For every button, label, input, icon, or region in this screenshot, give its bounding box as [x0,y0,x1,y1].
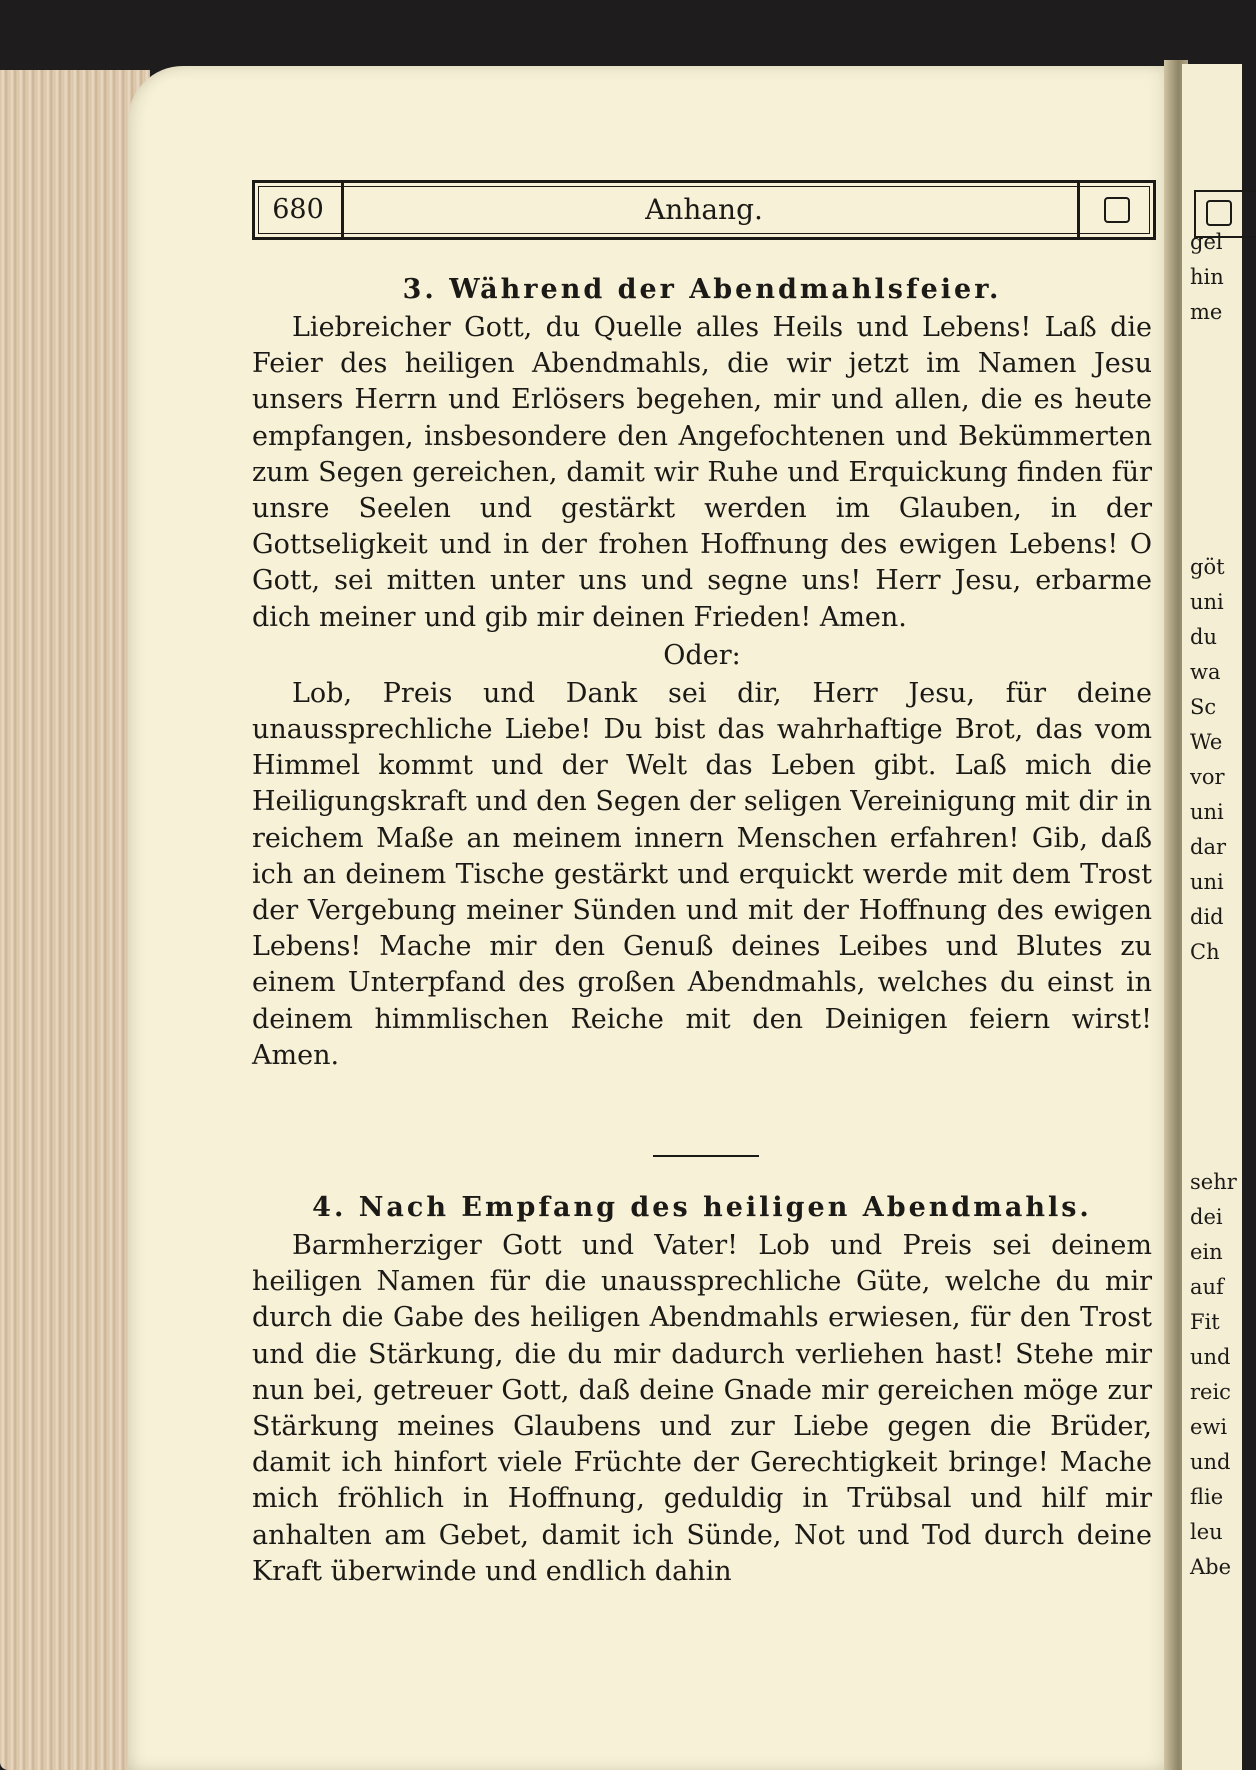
header-ornament-box [1077,183,1153,237]
facing-page-line: Abe [1190,1555,1232,1579]
section-4-heading: 4. Nach Empfang des heiligen Abendmahls. [312,1192,1092,1223]
page-number: 680 [255,183,344,237]
facing-page-line: sehr [1190,1170,1237,1194]
facing-page-line: dar [1190,835,1227,859]
facing-page-line: Fit [1190,1310,1220,1334]
facing-page-box-icon [1206,200,1232,226]
facing-page-line: did [1190,905,1224,929]
section-3-prayer-1 [252,310,1152,636]
facing-page-line: reic [1190,1380,1231,1404]
facing-page-line: vor [1190,765,1225,789]
facing-page-line: ewi [1190,1415,1228,1439]
section-3-prayer-1-text: Liebreicher Gott, du Quelle alles Heils und Lebens! Laß die Feier des heiligen Abendmahls, die wir jetzt im Namen Jesu unsers Herrn und Erlösers begehen, mir und allen, die es heute empfangen, insbesondere den Angefochtenen und Bekümmerten zum Segen gereichen, damit wir Ruhe und Erquickung finden für unsre Seelen und gestärkt werden im Glauben, in der Gottseligkeit und in der frohen Hoffnung des ewigen Lebens! O Gott, sei mitten unter uns und segne uns! Herr Jesu, erbarme dich meiner und gib mir deinen Frieden! Amen. [252,312,1152,633]
facing-page-line: uni [1190,590,1224,614]
section-3-heading: 3. Während der Abendmahlsfeier. [402,274,1002,305]
facing-page-line: me [1190,300,1223,324]
page-header [252,180,1156,240]
running-title: Anhang. [645,193,763,226]
facing-page [1182,64,1242,1770]
facing-page-line: auf [1190,1275,1224,1299]
facing-page-line: und [1190,1345,1231,1369]
facing-page-line: uni [1190,800,1224,824]
facing-page-line: göt [1190,555,1225,579]
facing-page-line: We [1190,730,1223,754]
facing-page-line: Sc [1190,695,1217,719]
section-4-prayer [252,1228,1152,1590]
section-divider [653,1155,759,1157]
square-ornament-icon [1104,197,1130,223]
facing-page-line: gel [1190,230,1223,254]
facing-page-line: und [1190,1450,1231,1474]
section-4 [252,1188,1152,1590]
section-4-prayer-text: Barmherziger Gott und Vater! Lob und Preis sei deinem heiligen Namen für die unaussprechliche Güte, welche du mir durch die Gabe des heiligen Abendmahls erwiesen, für den Trost und die Stärkung, die du mir dadurch verliehen hast! Stehe mir nun bei, getreuer Gott, daß deine Gnade mir gereichen möge zur Stärkung meines Glaubens und zur Liebe gegen die Brüder, damit ich hinfort viele Früchte der Gerechtigkeit bringe! Mache mich fröhlich in Hoffnung, geduldig in Trübsal und hilf mir anhalten am Gebet, damit ich Sünde, Not und Tod durch deine Kraft überwinde und endlich dahin [252,1230,1152,1587]
oder-label: Oder: [663,639,741,671]
facing-page-line: flie [1190,1485,1224,1509]
facing-page-line: Ch [1190,940,1220,964]
facing-page-line: wa [1190,660,1221,684]
facing-page-line: du [1190,625,1217,649]
facing-page-line: hin [1190,265,1224,289]
facing-page-line: ein [1190,1240,1223,1264]
section-3-prayer-2-text: Lob, Preis und Dank sei dir, Herr Jesu, für deine unaussprechliche Liebe! Du bist das wahrhaftige Brot, das vom Himmel kommt und der Welt das Leben gibt. Laß mich die Heiligungskraft und den Segen der seligen Vereinigung mit dir in reichem Maße an meinem innern Menschen erfahren! Gib, daß ich an deinem Tische gestärkt und erquickt werde mit dem Trost der Vergebung meiner Sünden und mit der Hoffnung des ewigen Lebens! Mache mir den Genuß deines Leibes und Blutes zu einem Unterpfand des großen Abendmahls, welches du einst in deinem himmlischen Reiche mit den Deinigen feiern wirst! Amen. [252,677,1152,1071]
facing-page-line: uni [1190,870,1224,894]
facing-page-line: leu [1190,1520,1223,1544]
section-3 [252,270,1152,1074]
section-3-prayer-2 [252,676,1152,1074]
facing-page-line: dei [1190,1205,1223,1229]
